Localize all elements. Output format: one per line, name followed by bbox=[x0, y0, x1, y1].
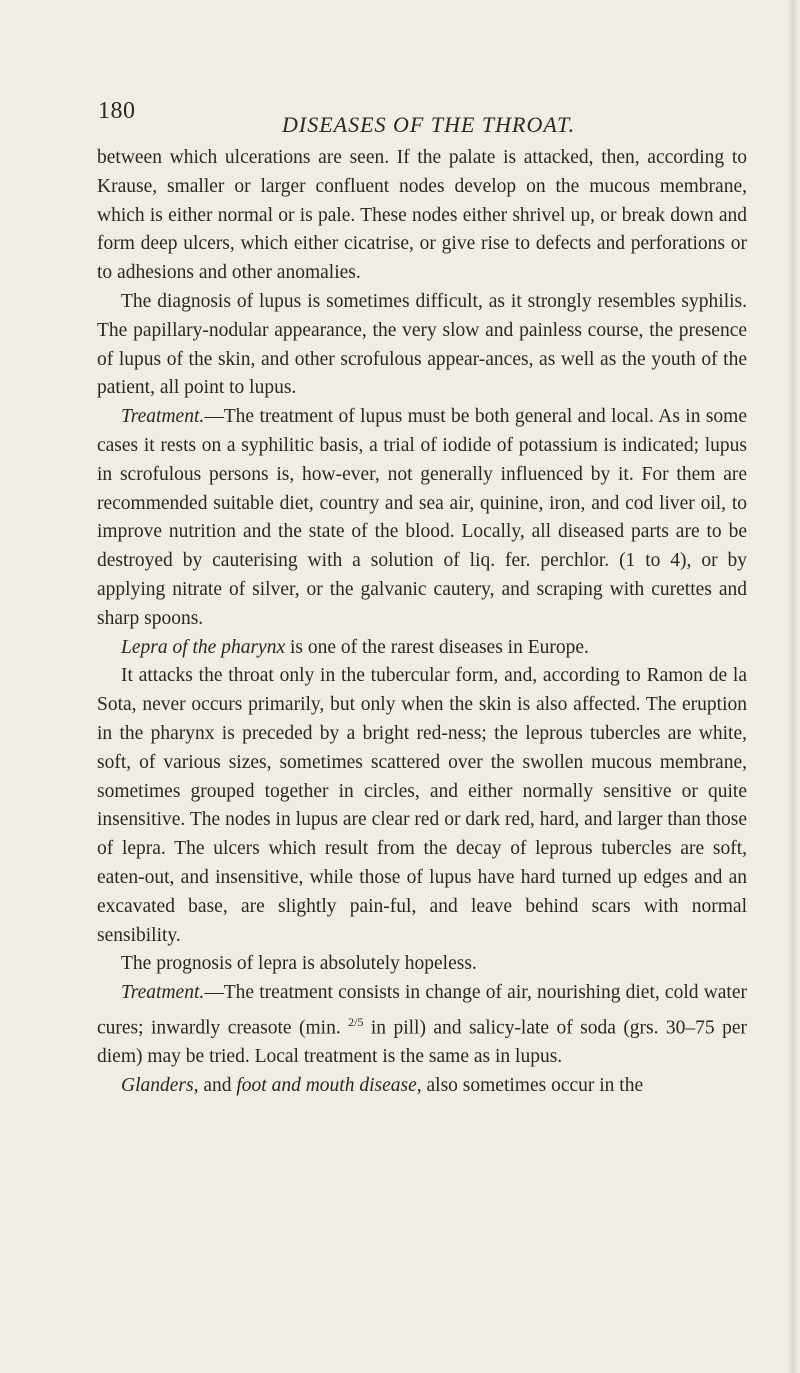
paragraph-text: It attacks the throat only in the tubercular form, and, according to Ramon de la Sota, never occurs primarily, but only when the skin is also affected. The eruption in the pharynx is preceded by a bright red-ness; the leprous tubercles are white, soft, of various sizes, sometimes scattered over the swollen mucous membrane, sometimes grouped together in circles, and either normally sensitive or quite insensitive. The nodes in lupus are clear red or dark red, hard, and larger than those of lepra. The ulcers which result from the decay of leprous tubercles are soft, eaten-out, and insensitive, while those of lupus have hard turned up edges and an excavated base, are slightly pain-ful, and leave behind scars with normal sensibility. bbox=[97, 665, 747, 946]
paragraph-lead: Lepra of the pharynx bbox=[121, 636, 286, 658]
paragraph-lepra-treatment bbox=[97, 979, 747, 1072]
paragraph-lead: Glanders, bbox=[121, 1075, 199, 1096]
body-text bbox=[97, 144, 747, 1101]
paragraph-lepra-heading bbox=[97, 634, 747, 663]
paragraph-text-before: —The treatment consists in change of air, nourishing diet, cold water cures; inwardly creasote (min. bbox=[97, 982, 747, 1039]
paragraph-middle: and bbox=[198, 1075, 237, 1096]
paragraph-lead: Treatment. bbox=[121, 406, 205, 428]
running-title: DISEASES OF THE THROAT. bbox=[282, 112, 576, 137]
dose-fraction: 2/5 bbox=[348, 1014, 364, 1029]
paragraph-text: also sometimes occur in the bbox=[421, 1075, 644, 1096]
paragraph-diagnosis bbox=[97, 288, 747, 403]
paragraph-text: between which ulcerations are seen. If the palate is attacked, then, according to Krause, smaller or larger confluent nodes develop on the mucous membrane, which is either normal or is pale. These nodes either shrivel up, or break down and form deep ulcers, which either cicatrise, or give rise to defects and perforations or to adhesions and other anomalies. bbox=[97, 147, 747, 284]
paragraph-text: The diagnosis of lupus is sometimes difficult, as it strongly resembles syphilis. The papillary-nodular appearance, the very slow and painless course, the presence of lupus of the skin, and other scrofulous appear-ances, as well as the youth of the patient, all point to lupus. bbox=[97, 290, 747, 399]
paragraph-text: is one of the rarest diseases in Europe. bbox=[285, 636, 589, 658]
paragraph-glanders bbox=[97, 1072, 747, 1101]
paragraph-lupus-treatment bbox=[97, 403, 747, 633]
paragraph-prognosis bbox=[97, 950, 747, 979]
paragraph-ulcerations bbox=[97, 144, 747, 288]
page-number: 180 bbox=[98, 98, 136, 124]
paragraph-lepra-description bbox=[97, 662, 747, 950]
paragraph-text: —The treatment of lupus must be both general and local. As in some cases it rests on a syphilitic basis, a trial of iodide of potassium is indicated; lupus in scrofulous persons is, how-ever, not generally influenced by it. For them are recommended suitable diet, country and sea air, quinine, iron, and cod liver oil, to improve nutrition and the state of the blood. Locally, all diseased parts are to be destroyed by cauterising with a solution of liq. fer. perchlor. (1 to 4), or by applying nitrate of silver, or the galvanic cautery, and scraping with curettes and sharp spoons. bbox=[97, 406, 747, 629]
paragraph-lead-secondary: foot and mouth disease, bbox=[236, 1075, 422, 1096]
paragraph-text: in pill) and salicy-late of soda (grs. 30–75 per diem) may be tried. Local treatment is the same as in lupus. bbox=[97, 1017, 748, 1068]
page-edge-shadow bbox=[788, 0, 800, 1373]
paragraph-text: The prognosis of lepra is absolutely hopeless. bbox=[121, 953, 477, 975]
paragraph-lead: Treatment. bbox=[121, 982, 205, 1004]
